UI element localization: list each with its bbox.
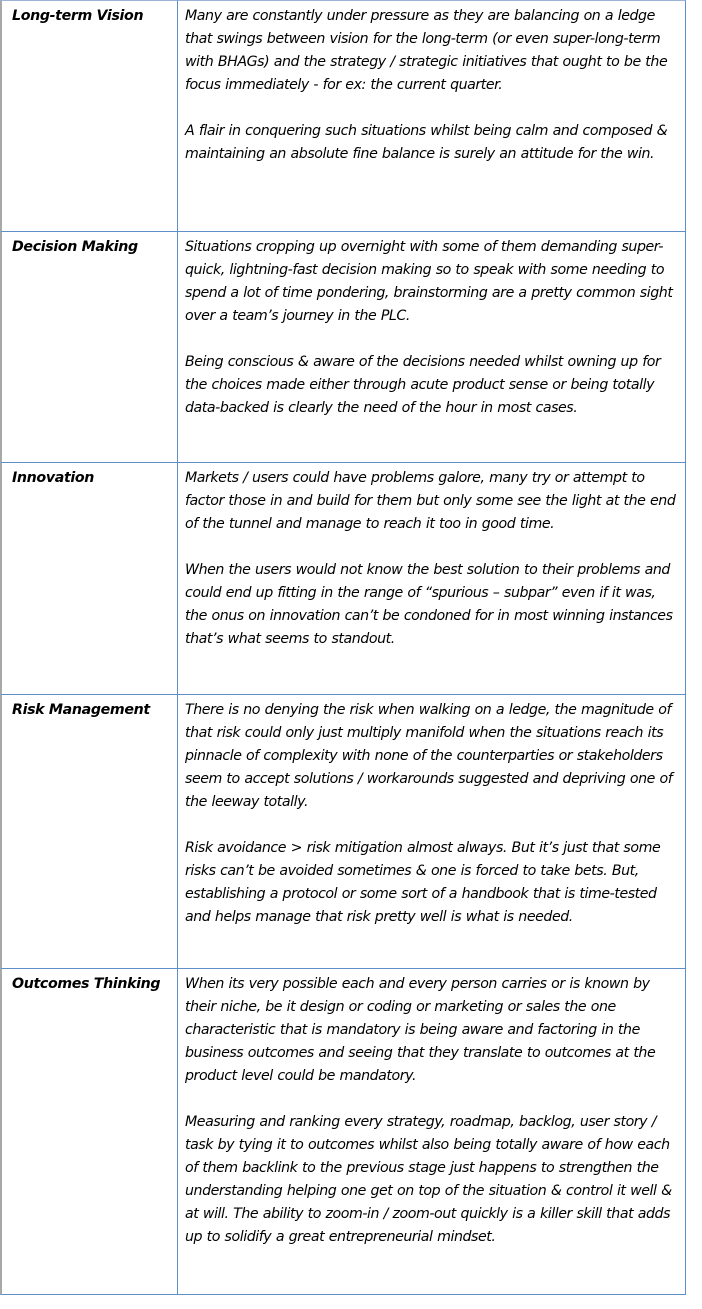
table-row-decision-making bbox=[0, 232, 686, 463]
row-paragraph: Markets / users could have problems galore, many try or attempt to factor those in and build for them but only some see the light at the end of the tunnel and manage to reach it too in good time. bbox=[185, 470, 676, 532]
row-label: Decision Making bbox=[12, 239, 138, 255]
row-paragraph: When its very possible each and every person carries or is known by their niche, be it design or coding or marketing or sales the one characteristic that is mandatory is being aware and factoring in the business outcomes and seeing that they translate to outcomes at the product level could be mandatory. bbox=[185, 976, 656, 1084]
row-label-cell bbox=[0, 232, 178, 463]
row-paragraph: There is no denying the risk when walking on a ledge, the magnitude of that risk could only just multiply manifold when the situations reach its pinnacle of complexity with none of the counterparties or stakeholders seem to accept solutions / workarounds suggested and depriving one of the leeway totally. bbox=[185, 702, 673, 810]
row-paragraph: Being conscious & aware of the decisions needed whilst owning up for the choices made either through acute product sense or being totally data-backed is clearly the need of the hour in most cases. bbox=[185, 354, 661, 416]
row-label-cell bbox=[0, 463, 178, 695]
row-label-cell bbox=[0, 969, 178, 1295]
row-label: Risk Management bbox=[12, 702, 150, 718]
table-row-risk-management bbox=[0, 695, 686, 969]
row-paragraph: Many are constantly under pressure as they are balancing on a ledge that swings between vision for the long-term (or even super-long-term with BHAGs) and the strategy / strategic initiatives that ought to be the focus immediately - for ex: the current quarter. bbox=[185, 8, 668, 93]
row-label: Innovation bbox=[12, 470, 95, 486]
table-row-innovation bbox=[0, 463, 686, 695]
row-paragraph: Situations cropping up overnight with some of them demanding super-quick, lightning-fast decision making so to speak with some needing to spend a lot of time pondering, brainstorming are a pretty common sight over a team’s journey in the PLC. bbox=[185, 239, 673, 324]
row-description-cell bbox=[178, 695, 686, 969]
row-label-cell bbox=[0, 0, 178, 232]
row-label: Outcomes Thinking bbox=[12, 976, 161, 992]
row-description-cell bbox=[178, 232, 686, 463]
row-description-cell bbox=[178, 0, 686, 232]
row-paragraph: A flair in conquering such situations whilst being calm and composed & maintaining an absolute fine balance is surely an attitude for the win. bbox=[185, 123, 668, 162]
row-paragraph: Measuring and ranking every strategy, roadmap, backlog, user story / task by tying it to outcomes whilst also being totally aware of how each of them backlink to the previous stage just happens to strengthen the understanding helping one get on top of the situation & control it well & at will. The ability to zoom-in / zoom-out quickly is a killer skill that adds up to solidify a great entrepreneurial mindset. bbox=[185, 1114, 672, 1245]
row-paragraph: When the users would not know the best solution to their problems and could end up fitting in the range of “spurious – subpar” even if it was, the onus on innovation can’t be condoned for in most winning instances that’s what seems to standout. bbox=[185, 562, 673, 647]
row-description-cell bbox=[178, 969, 686, 1295]
row-paragraph: Risk avoidance > risk mitigation almost always. But it’s just that some risks can’t be avoided sometimes & one is forced to take bets. But, establishing a protocol or some sort of a handbook that is time-tested and helps manage that risk pretty well is what is needed. bbox=[185, 840, 661, 925]
row-label: Long-term Vision bbox=[12, 8, 144, 24]
row-description-cell bbox=[178, 463, 686, 695]
table-row-long-term-vision bbox=[0, 0, 686, 232]
table-row-outcomes-thinking bbox=[0, 969, 686, 1295]
row-label-cell bbox=[0, 695, 178, 969]
